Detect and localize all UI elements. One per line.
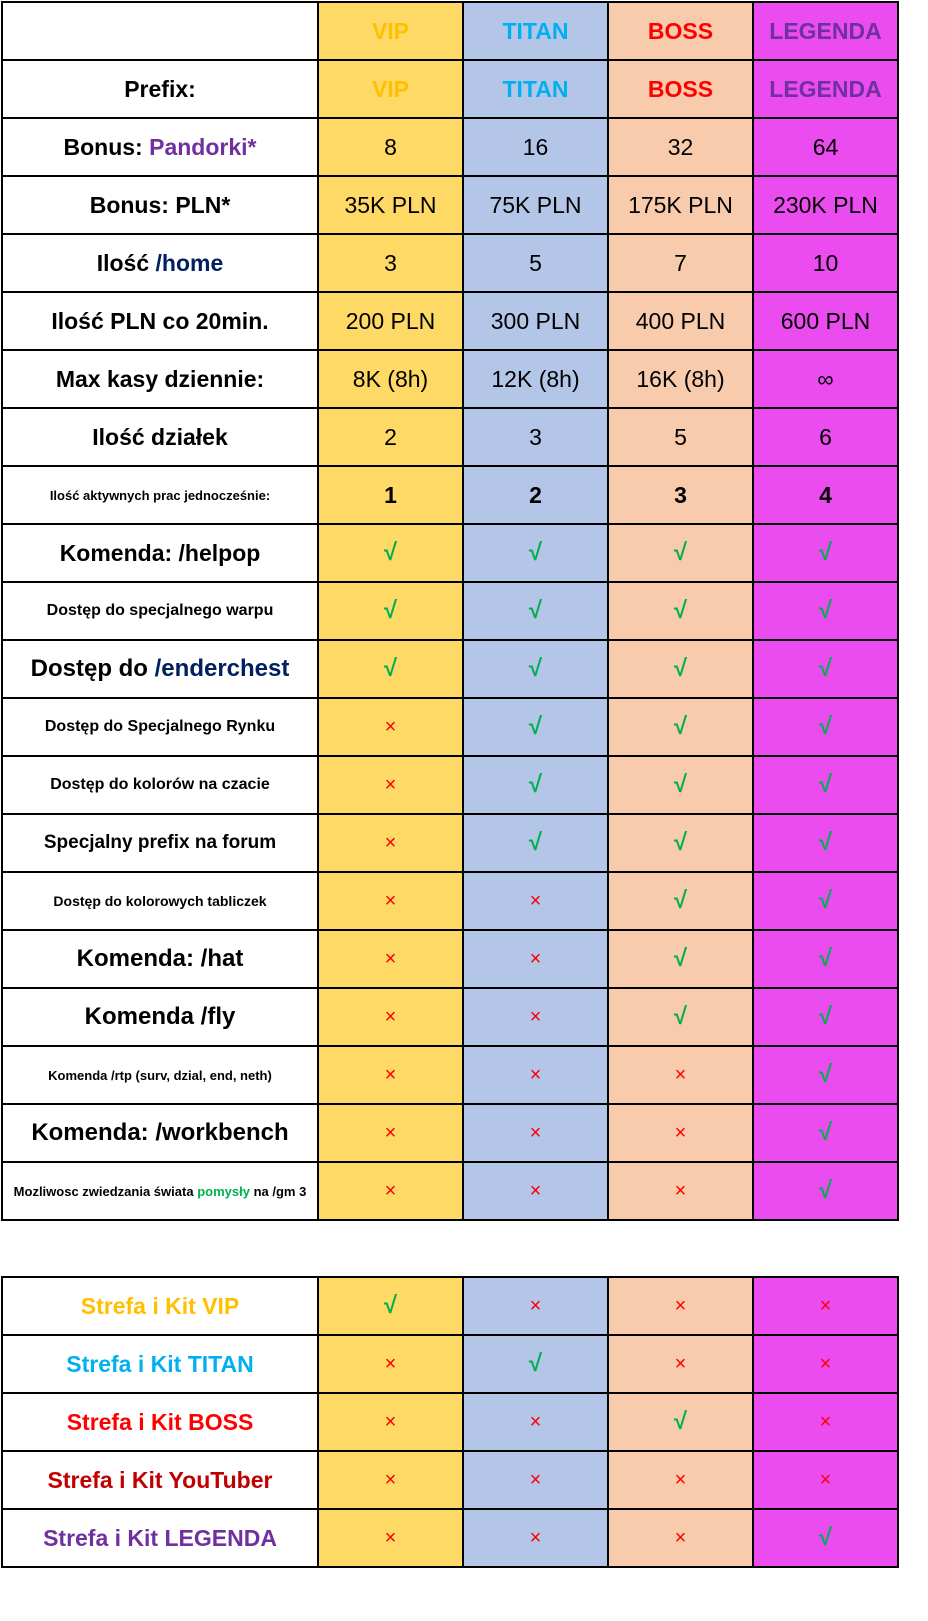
cross-icon: ×	[318, 872, 463, 930]
label-accent: pomysły	[197, 1183, 250, 1199]
cross-icon: ×	[608, 1046, 753, 1104]
check-icon: √	[608, 524, 753, 582]
row-label-rtp: Komenda /rtp (surv, dzial, end, neth)	[2, 1046, 318, 1104]
row-label-max-kasy: Max kasy dziennie:	[2, 350, 318, 408]
check-icon: √	[608, 872, 753, 930]
table-row	[2, 524, 898, 582]
cross-icon: ×	[753, 1393, 898, 1451]
kit-comparison-table	[1, 1276, 899, 1568]
table-row	[2, 582, 898, 640]
header-empty-cell	[2, 2, 318, 60]
cross-icon: ×	[318, 1162, 463, 1220]
check-icon: √	[753, 582, 898, 640]
label-accent: Pandorki*	[149, 133, 257, 160]
value-cell: 6	[753, 408, 898, 466]
value-cell: 64	[753, 118, 898, 176]
table-row	[2, 814, 898, 872]
row-label-rynek: Dostęp do Specjalnego Rynku	[2, 698, 318, 756]
cross-icon: ×	[463, 1104, 608, 1162]
check-icon: √	[463, 1335, 608, 1393]
check-icon: √	[753, 756, 898, 814]
row-label-warp: Dostęp do specjalnego warpu	[2, 582, 318, 640]
check-icon: √	[753, 1509, 898, 1567]
check-icon: √	[753, 814, 898, 872]
cross-icon: ×	[318, 1335, 463, 1393]
check-icon: √	[753, 930, 898, 988]
row-label-helpop: Komenda: /helpop	[2, 524, 318, 582]
check-icon: √	[608, 640, 753, 698]
check-icon: √	[753, 872, 898, 930]
cross-icon: ×	[753, 1451, 898, 1509]
table-row	[2, 640, 898, 698]
value-cell: 2	[318, 408, 463, 466]
check-icon: √	[318, 1277, 463, 1335]
value-cell: 4	[753, 466, 898, 524]
row-label-tabliczki: Dostęp do kolorowych tabliczek	[2, 872, 318, 930]
check-icon: √	[753, 1104, 898, 1162]
cross-icon: ×	[318, 988, 463, 1046]
value-cell: 8	[318, 118, 463, 176]
table-row	[2, 1277, 898, 1335]
value-cell: 200 PLN	[318, 292, 463, 350]
value-cell: 32	[608, 118, 753, 176]
cross-icon: ×	[463, 1509, 608, 1567]
check-icon: √	[608, 930, 753, 988]
value-cell: 300 PLN	[463, 292, 608, 350]
label-accent: /enderchest	[154, 655, 290, 682]
row-label-home	[2, 234, 318, 292]
prefix-legenda: LEGENDA	[753, 60, 898, 118]
cross-icon: ×	[318, 1509, 463, 1567]
cross-icon: ×	[608, 1104, 753, 1162]
check-icon: √	[608, 814, 753, 872]
table-row	[2, 292, 898, 350]
table-row	[2, 988, 898, 1046]
value-cell: 2	[463, 466, 608, 524]
row-label-swiat	[2, 1162, 318, 1220]
table-row	[2, 60, 898, 118]
prefix-boss: BOSS	[608, 60, 753, 118]
label-text: Dostęp do	[30, 655, 148, 682]
cross-icon: ×	[463, 1046, 608, 1104]
cross-icon: ×	[318, 1046, 463, 1104]
check-icon: √	[608, 988, 753, 1046]
check-icon: √	[753, 640, 898, 698]
check-icon: √	[463, 814, 608, 872]
row-label-workbench: Komenda: /workbench	[2, 1104, 318, 1162]
table-row	[2, 872, 898, 930]
check-icon: √	[753, 1046, 898, 1104]
cross-icon: ×	[608, 1277, 753, 1335]
cross-icon: ×	[318, 814, 463, 872]
table-row	[2, 1104, 898, 1162]
check-icon: √	[318, 640, 463, 698]
row-label-pln-20min: Ilość PLN co 20min.	[2, 292, 318, 350]
table-row	[2, 1046, 898, 1104]
cross-icon: ×	[318, 1104, 463, 1162]
label-text: Ilość	[96, 249, 150, 276]
table-row	[2, 930, 898, 988]
cross-icon: ×	[463, 1451, 608, 1509]
value-cell: 175K PLN	[608, 176, 753, 234]
kit-label-youtuber: Strefa i Kit YouTuber	[2, 1451, 318, 1509]
value-cell: 5	[463, 234, 608, 292]
table-row	[2, 1451, 898, 1509]
label-text: na /gm 3	[253, 1183, 307, 1199]
cross-icon: ×	[608, 1162, 753, 1220]
value-cell: 3	[608, 466, 753, 524]
row-label-fly: Komenda /fly	[2, 988, 318, 1046]
rank-comparison-table	[1, 1, 899, 1221]
value-cell: 230K PLN	[753, 176, 898, 234]
table-row	[2, 234, 898, 292]
table-row	[2, 408, 898, 466]
check-icon: √	[463, 698, 608, 756]
cross-icon: ×	[608, 1451, 753, 1509]
header-legenda: LEGENDA	[753, 2, 898, 60]
prefix-vip: VIP	[318, 60, 463, 118]
cross-icon: ×	[318, 756, 463, 814]
row-label-dzialki: Ilość działek	[2, 408, 318, 466]
row-label-enderchest	[2, 640, 318, 698]
check-icon: √	[753, 988, 898, 1046]
kit-label-vip: Strefa i Kit VIP	[2, 1277, 318, 1335]
value-cell: 3	[318, 234, 463, 292]
cross-icon: ×	[463, 1393, 608, 1451]
value-cell: ∞	[753, 350, 898, 408]
cross-icon: ×	[318, 698, 463, 756]
header-titan: TITAN	[463, 2, 608, 60]
table-row	[2, 350, 898, 408]
row-label-kolory: Dostęp do kolorów na czacie	[2, 756, 318, 814]
value-cell: 12K (8h)	[463, 350, 608, 408]
kit-label-boss: Strefa i Kit BOSS	[2, 1393, 318, 1451]
cross-icon: ×	[463, 930, 608, 988]
check-icon: √	[463, 640, 608, 698]
check-icon: √	[463, 756, 608, 814]
value-cell: 10	[753, 234, 898, 292]
row-label-forum: Specjalny prefix na forum	[2, 814, 318, 872]
check-icon: √	[318, 524, 463, 582]
kit-label-legenda: Strefa i Kit LEGENDA	[2, 1509, 318, 1567]
row-label-prefix: Prefix:	[2, 60, 318, 118]
table-row	[2, 756, 898, 814]
row-label-bonus-pandorki	[2, 118, 318, 176]
check-icon: √	[463, 524, 608, 582]
cross-icon: ×	[318, 1393, 463, 1451]
check-icon: √	[608, 698, 753, 756]
cross-icon: ×	[608, 1335, 753, 1393]
cross-icon: ×	[318, 930, 463, 988]
value-cell: 5	[608, 408, 753, 466]
cross-icon: ×	[608, 1509, 753, 1567]
cross-icon: ×	[463, 988, 608, 1046]
value-cell: 400 PLN	[608, 292, 753, 350]
row-label-prace: Ilość aktywnych prac jednocześnie:	[2, 466, 318, 524]
cross-icon: ×	[318, 1451, 463, 1509]
check-icon: √	[463, 582, 608, 640]
header-row	[2, 2, 898, 60]
check-icon: √	[753, 1162, 898, 1220]
check-icon: √	[608, 1393, 753, 1451]
check-icon: √	[608, 582, 753, 640]
header-boss: BOSS	[608, 2, 753, 60]
cross-icon: ×	[753, 1277, 898, 1335]
kit-label-titan: Strefa i Kit TITAN	[2, 1335, 318, 1393]
label-text: Bonus:	[63, 133, 143, 160]
cross-icon: ×	[463, 1277, 608, 1335]
label-text: Mozliwosc zwiedzania świata	[13, 1183, 194, 1199]
table-row	[2, 466, 898, 524]
value-cell: 3	[463, 408, 608, 466]
table-row	[2, 1335, 898, 1393]
value-cell: 600 PLN	[753, 292, 898, 350]
value-cell: 35K PLN	[318, 176, 463, 234]
check-icon: √	[753, 698, 898, 756]
value-cell: 8K (8h)	[318, 350, 463, 408]
value-cell: 7	[608, 234, 753, 292]
cross-icon: ×	[463, 872, 608, 930]
header-vip: VIP	[318, 2, 463, 60]
row-label-bonus-pln: Bonus: PLN*	[2, 176, 318, 234]
table-row	[2, 698, 898, 756]
table-row	[2, 118, 898, 176]
row-label-hat: Komenda: /hat	[2, 930, 318, 988]
table-row	[2, 1509, 898, 1567]
table-row	[2, 1393, 898, 1451]
value-cell: 16K (8h)	[608, 350, 753, 408]
table-row	[2, 176, 898, 234]
check-icon: √	[753, 524, 898, 582]
cross-icon: ×	[463, 1162, 608, 1220]
label-accent: /home	[155, 249, 224, 276]
value-cell: 75K PLN	[463, 176, 608, 234]
cross-icon: ×	[753, 1335, 898, 1393]
table-row	[2, 1162, 898, 1220]
check-icon: √	[608, 756, 753, 814]
check-icon: √	[318, 582, 463, 640]
prefix-titan: TITAN	[463, 60, 608, 118]
value-cell: 16	[463, 118, 608, 176]
value-cell: 1	[318, 466, 463, 524]
